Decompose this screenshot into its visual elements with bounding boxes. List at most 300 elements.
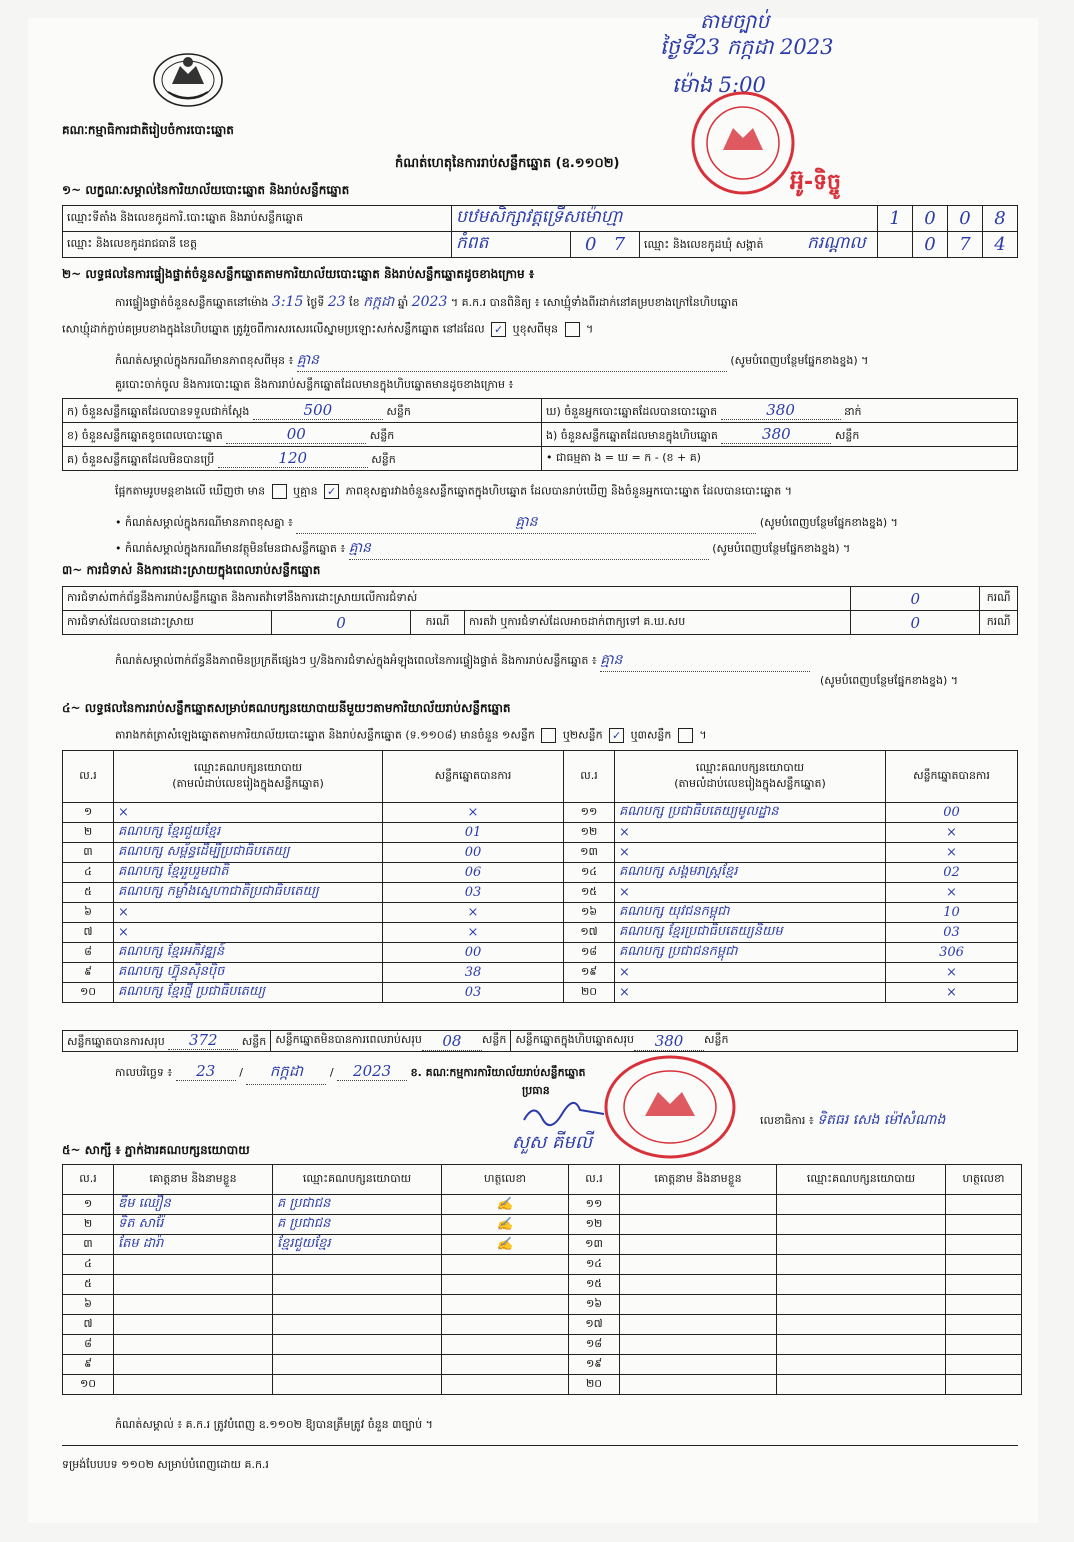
s5-left-sign: [442, 1255, 569, 1275]
s5-footnote: កំណត់សម្គាល់ ៖ គ.ក.រ ត្រូវបំពេញ ឧ.១១០២ ឱ្យបានត្រឹមត្រូវ ចំនួន ៣ច្បាប់ ។: [115, 1418, 433, 1431]
s5-left-no: ១: [63, 1195, 114, 1215]
s5-right-name: [620, 1295, 777, 1315]
s5-right-party: [777, 1295, 946, 1315]
s1-code-4: 8: [983, 206, 1018, 232]
table-row: [63, 923, 1018, 943]
s4-sum-box-label: សន្លឹកឆ្នោតក្នុងហិបឆ្នោតសរុប: [515, 1033, 635, 1046]
table-row: [63, 1215, 1022, 1235]
table-row: [63, 823, 1018, 843]
s3-row2-unit: ករណី: [411, 611, 465, 635]
s4-left-no: ៧: [63, 923, 114, 943]
s4-col-party-right-text: ឈ្មោះគណបក្សនយោបាយ: [695, 760, 805, 774]
s5-left-name: [114, 1315, 273, 1335]
s5-witness-table: [62, 1164, 1022, 1395]
s5-left-no: ១០: [63, 1375, 114, 1395]
s4-sum-invalid-value: 08: [422, 1032, 482, 1051]
s2-line1-a: ការផ្ទៀងផ្ទាត់ចំនួនសន្លឹកឆ្នោតនៅម៉ោង: [115, 296, 269, 309]
s4-sum-box-value: 380: [634, 1032, 704, 1051]
s3-note-label: កំណត់សម្គាល់ពាក់ព័ន្ធនឹងភាពមិនប្រក្រតីផ្សេងៗ ឬ/និងការជំទាស់ក្នុងអំឡុងពេលនៃការផ្ទៀងផ្ទាត់ និងការរាប់សន្លឹកឆ្នោត ៖: [115, 654, 597, 667]
s4-sum-invalid: [270, 1031, 510, 1051]
org-name: គណៈកម្មាធិការជាតិរៀបចំការបោះឆ្នោត: [62, 123, 234, 137]
s3-row2-label2: ការតវ៉ា ឬការជំទាស់ដែលអាចដាក់ពាក្យទៅ គ.ឃ.សប: [465, 611, 851, 635]
s5-right-no: ១២: [569, 1215, 620, 1235]
s5-left-sign: [442, 1335, 569, 1355]
s5-left-sign: [442, 1355, 569, 1375]
s2-compare-a: ផ្អែកតាមរូបមន្តខាងលើ ឃើញថា មាន: [115, 484, 266, 498]
s4-right-no: ១៦: [564, 903, 615, 923]
s4-col-party-left: [114, 751, 383, 803]
s2-obj-label: • កំណត់សម្គាល់ក្នុងករណីមានវត្ថុមិនមែនជាសន្លឹកឆ្នោត ៖: [115, 542, 346, 555]
s5-col-party-left: ឈ្មោះគណបក្សនយោបាយ: [273, 1165, 442, 1195]
s4-left-no: ៤: [63, 863, 114, 883]
s4-summary: [62, 1030, 1018, 1052]
s4-right-votes: 02: [886, 863, 1018, 883]
s2-row-a-label: ក) ចំនួនសន្លឹកឆ្នោតដែលបានទទួលជាក់ស្ដែង: [67, 404, 250, 418]
s4-sum-valid-label: សន្លឹកឆ្នោតបានការសរុប: [67, 1035, 165, 1048]
s2-row-d-label: ឃ) ចំនួនអ្នកបោះឆ្នោតដែលបានបោះឆ្នោត: [546, 404, 718, 418]
s5-right-party: [777, 1255, 946, 1275]
s4-left-votes: ×: [383, 923, 564, 943]
s5-left-party: [273, 1255, 442, 1275]
table-row: [63, 1355, 1022, 1375]
s5-left-party: ខ្មែរជួយខ្មែរ: [273, 1235, 442, 1255]
s4-left-party: គណបក្ស ខ្មែរអភិវឌ្ឍន៍: [114, 943, 383, 963]
s2-row-d-unit: នាក់: [844, 404, 862, 418]
s2-line1-d: ឆ្នាំ: [397, 296, 409, 309]
s4-left-no: ៣: [63, 843, 114, 863]
sheet1-checkbox[interactable]: [541, 728, 556, 743]
secretary-name: ទិតធរ សេង ម៉ៅសំណាង: [817, 1112, 946, 1128]
s4-left-party: គណបក្ស ខ្មែររួបរួមជាតិ: [114, 863, 383, 883]
s2-diff-value: គ្មាន: [296, 512, 756, 534]
s5-right-party: [777, 1335, 946, 1355]
s2-note: [115, 350, 868, 372]
s4-sum-valid: [63, 1031, 270, 1051]
s2-compare-c: ភាពខុសគ្នារវាងចំនួនសន្លឹកឆ្នោតក្នុងហិបឆ្នោត ដែលបានរាប់ឃើញ និងចំនួនអ្នកបោះឆ្នោត ដែលបានបោះឆ្នោត ។: [345, 484, 792, 498]
s5-right-no: ១៤: [569, 1255, 620, 1275]
s2-note-hint: (សូមបំពេញបន្ថែមផ្នែកខាងខ្នង) ។: [730, 354, 869, 367]
s5-left-no: ៨: [63, 1335, 114, 1355]
s5-left-name: ទិត សារ៉ែ: [114, 1215, 273, 1235]
s1-row2-code: [571, 232, 640, 258]
s5-right-no: ១៨: [569, 1335, 620, 1355]
s5-right-no: ១៩: [569, 1355, 620, 1375]
s4-left-no: ៨: [63, 943, 114, 963]
s4-or3: ឬ៣សន្លឹក: [630, 728, 672, 742]
s4-left-votes: 00: [383, 843, 564, 863]
s2-line2-text: សោឃ្មុំដាក់ភ្ជាប់គម្របខាងក្នុងនៃហិបឆ្នោត ត្រូវរួចពីការសរសេរលើស្នាមប្រឡោះសក់សន្លឹកឆ្នោត នៅដដែល: [62, 322, 485, 336]
s4-left-votes: 06: [383, 863, 564, 883]
s4-right-no: ១៤: [564, 863, 615, 883]
table-row: [63, 1375, 1022, 1395]
stamp-name: អ៊ូ-ទិច្ចូ: [790, 170, 842, 195]
s2-compare: [115, 484, 792, 501]
official-stamp: [688, 88, 798, 202]
changed-checkbox[interactable]: [565, 322, 580, 337]
s4-right-no: ១៣: [564, 843, 615, 863]
s5-left-no: ៦: [63, 1295, 114, 1315]
s5-right-sign: [946, 1195, 1022, 1215]
s4-date: កាលបរិច្ឆេទ ៖ 23 / កក្កដា / 2023 ខ. គណៈកម្មការការិយាល័យរាប់សន្លឹកឆ្នោត: [115, 1062, 586, 1085]
s5-left-sign: [442, 1275, 569, 1295]
s5-right-name: [620, 1375, 777, 1395]
s4-right-party: គណបក្ស ខ្មែរប្រជាធិបតេយ្យនិយម: [615, 923, 886, 943]
s2-row-c-value: 120: [218, 449, 368, 468]
s5-right-name: [620, 1315, 777, 1335]
s4-col-no-left: ល.រ: [63, 751, 114, 803]
s1-row2-code-1: 0: [584, 234, 597, 255]
s5-left-no: ៩: [63, 1355, 114, 1375]
s4-date-month: កក្កដា: [246, 1062, 326, 1085]
s4-left-votes: 03: [383, 983, 564, 1003]
s4-right-votes: ×: [886, 823, 1018, 843]
s2-row-a-unit: សន្លឹក: [386, 404, 411, 418]
s5-col-name-right: គោត្តនាម និងនាមខ្លួន: [620, 1165, 777, 1195]
s4-col-party-right: [615, 751, 886, 803]
same-checkbox[interactable]: ✓: [491, 322, 506, 337]
s5-right-no: ១៥: [569, 1275, 620, 1295]
s4-right-votes: 10: [886, 903, 1018, 923]
s2-row-b: [63, 423, 542, 447]
table-row: [63, 1195, 1022, 1215]
s5-right-name: [620, 1335, 777, 1355]
s5-right-party: [777, 1355, 946, 1375]
s4-right-no: ១៧: [564, 923, 615, 943]
section1-heading: ១~ លក្ខណៈសម្គាល់នៃការិយាល័យបោះឆ្នោត និងរាប់សន្លឹកឆ្នោត: [62, 183, 350, 197]
s2-row-c-label: គ) ចំនួនសន្លឹកឆ្នោតដែលមិនបានប្រើ: [67, 452, 215, 466]
s2-diff: [115, 512, 898, 534]
s2-row-b-unit: សន្លឹក: [369, 428, 395, 442]
s5-right-party: [777, 1275, 946, 1295]
s2-line2-or: ឬខុសពីមុន: [512, 322, 558, 336]
s2-line1-e: ។ គ.ក.រ បានពិនិត្យ ៖ សោឃ្មុំទាំងពីរដាក់នៅគម្របខាងក្រៅនៃហិបឆ្នោត: [450, 296, 739, 309]
s4-left-party: គណបក្ស ខ្មែរថ្មី ប្រជាធិបតេយ្យ: [114, 983, 383, 1003]
s5-left-sign: [442, 1295, 569, 1315]
s5-right-name: [620, 1255, 777, 1275]
s1-row2-code2-2: 7: [948, 232, 983, 258]
s5-left-party: គ ប្រជាជន: [273, 1215, 442, 1235]
s4-left-votes: 00: [383, 943, 564, 963]
s4-right-no: ១២: [564, 823, 615, 843]
s1-row1-label: ឈ្មោះទីតាំង និងលេខកូដការិ.បោះឆ្នោត និងរាប់សន្លឹកឆ្នោត: [63, 206, 452, 232]
sheet2-checkbox[interactable]: ✓: [609, 728, 624, 743]
s5-right-sign: [946, 1355, 1022, 1375]
table-row: [63, 1275, 1022, 1295]
s3-row1-label: ការជំទាស់ពាក់ព័ន្ធនឹងការរាប់សន្លឹកឆ្នោត និងការតវ៉ាទៅនឹងការដោះស្រាយលើការជំទាស់: [63, 587, 851, 611]
s4-col-party-left-sub: (តាមលំដាប់លេខរៀងក្នុងសន្លឹកឆ្នោត): [172, 776, 324, 790]
hand-note-top: តាមច្បាប់: [700, 9, 770, 33]
s4-right-votes: ×: [886, 983, 1018, 1003]
s5-left-no: ៥: [63, 1275, 114, 1295]
s5-left-party: គ ប្រជាជន: [273, 1195, 442, 1215]
s5-left-party: [273, 1375, 442, 1395]
s4-sum-invalid-unit: សន្លឹក: [481, 1033, 507, 1046]
s4-sum-box-unit: សន្លឹក: [704, 1033, 729, 1046]
s2-month: កក្កដា: [363, 294, 395, 310]
s5-left-party: [273, 1315, 442, 1335]
s3-hint: (សូមបំពេញបន្ថែមផ្នែកខាងខ្នង) ។: [820, 674, 959, 687]
s5-right-name: [620, 1195, 777, 1215]
has-diff-checkbox[interactable]: [272, 484, 287, 499]
s4-col-votes-left: សន្លឹកឆ្នោតបានការ: [383, 751, 564, 803]
committee-stamp: [600, 1052, 740, 1166]
s2-row-c-unit: សន្លឹក: [371, 452, 396, 466]
s1-row2-label: ឈ្មោះ និងលេខកូដរាជធានី ខេត្ត: [63, 232, 452, 258]
section3-heading: ៣~ ការជំទាស់ និងការដោះស្រាយក្នុងពេលរាប់សន្លឹកឆ្នោត: [62, 563, 321, 577]
s4-left-votes: 38: [383, 963, 564, 983]
s2-count-table: [62, 398, 1018, 471]
s4-right-votes: ×: [886, 843, 1018, 863]
section2-heading: ២~ លទ្ធផលនៃការផ្ទៀងផ្ទាត់ចំនួនសន្លឹកឆ្នោតតាមការិយាល័យបោះឆ្នោត និងរាប់សន្លឹកឆ្នោតដូចខាងក្រោម ៖: [62, 267, 535, 281]
s5-right-sign: [946, 1315, 1022, 1335]
s4-right-no: ១៨: [564, 943, 615, 963]
s4-date-day: 23: [176, 1062, 236, 1081]
s4-right-votes: 00: [886, 803, 1018, 823]
s5-col-sign-left: ហត្ថលេខា: [442, 1165, 569, 1195]
s1-row2-blank: [878, 232, 913, 258]
s4-right-votes: 306: [886, 943, 1018, 963]
s5-right-party: [777, 1215, 946, 1235]
secretary: [760, 1110, 945, 1131]
s5-col-name-left: គោត្តនាម និងនាមខ្លួន: [114, 1165, 273, 1195]
s4-right-party: គណបក្ស ប្រជាជនកម្ពុជា: [615, 943, 886, 963]
s5-col-sign-right: ហត្ថលេខា: [946, 1165, 1022, 1195]
chair-name: សួស គីមលី: [512, 1132, 592, 1153]
s2-row-b-value: 00: [226, 425, 366, 444]
s4-left-party: ×: [114, 803, 383, 823]
s5-left-no: ២: [63, 1215, 114, 1235]
table-row: [63, 943, 1018, 963]
table-row: [63, 803, 1018, 823]
section5-heading: ៥~ សាក្សី ៖ ភ្នាក់ងារគណបក្សនយោបាយ: [62, 1143, 250, 1157]
s5-right-party: [777, 1195, 946, 1215]
s5-left-party: [273, 1275, 442, 1295]
table-row: [63, 963, 1018, 983]
s1-row2-value2: ករណ្តាល: [807, 233, 866, 253]
table-row: [63, 983, 1018, 1003]
s5-left-name: [114, 1295, 273, 1315]
chair-label: ប្រធាន: [522, 1084, 550, 1097]
s3-row2-value: 0: [272, 611, 411, 635]
s4-col-no-right: ល.រ: [564, 751, 615, 803]
s4-left-votes: ×: [383, 803, 564, 823]
s2-time: 3:15: [271, 294, 304, 310]
doc-title: កំណត់ហេតុនៃការរាប់សន្លឹកឆ្នោត (ឧ.១១០២): [395, 156, 620, 171]
s5-left-sign: [442, 1315, 569, 1335]
s2-year: 2023: [411, 294, 448, 310]
s2-note-value: គ្មាន: [297, 350, 727, 372]
s5-right-sign: [946, 1335, 1022, 1355]
table-row: [63, 1255, 1022, 1275]
s5-left-no: ៤: [63, 1255, 114, 1275]
s4-right-party: ×: [615, 823, 886, 843]
s2-row-e: [542, 423, 1018, 447]
s5-left-sign: ✍: [442, 1235, 569, 1255]
s3-note: [115, 650, 810, 672]
no-diff-checkbox[interactable]: ✓: [324, 484, 339, 499]
sheet3-checkbox[interactable]: [678, 728, 693, 743]
s4-left-no: ៥: [63, 883, 114, 903]
s1-row2-code2-1: 0: [913, 232, 948, 258]
s4-date-year: 2023: [337, 1062, 407, 1081]
s2-obj: [115, 538, 850, 560]
s2-line3: គួរបោះចាក់ចូល និងការបោះឆ្នោត និងការរាប់សន្លឹកឆ្នោតដែលមានក្នុងហិបឆ្នោតមានដូចខាងក្រោម ៖: [115, 378, 514, 391]
s5-left-sign: ✍: [442, 1215, 569, 1235]
s1-row1-value: បឋមសិក្សាវត្តទ្រើសម៉ោហ្មា: [452, 206, 878, 232]
s5-left-name: តែម ដារ៉ា: [114, 1235, 273, 1255]
s5-left-party: [273, 1355, 442, 1375]
s5-right-no: ១៣: [569, 1235, 620, 1255]
s4-left-party: គណបក្ស សម្ព័ន្ធដើម្បីប្រជាធិបតេយ្យ: [114, 843, 383, 863]
s5-right-no: ១៦: [569, 1295, 620, 1315]
table-row: [63, 903, 1018, 923]
hand-note-date: ថ្ងៃទី23 កក្កដា 2023: [660, 35, 834, 59]
s4-left-party: ×: [114, 903, 383, 923]
s4-right-no: ១១: [564, 803, 615, 823]
s1-row2-code-2: 7: [613, 234, 626, 255]
s4-right-party: ×: [615, 843, 886, 863]
s4-intro-text: តារាងកត់ត្រាសំឡេងឆ្នោតតាមការិយាល័យបោះឆ្នោត និងរាប់សន្លឹកឆ្នោត (ទ.១១០៨) មានចំនួន ១សន្លឹក: [115, 728, 535, 742]
s5-right-name: [620, 1215, 777, 1235]
s4-left-party: ×: [114, 923, 383, 943]
s4-right-party: គណបក្ស យុវជនកម្ពុជា: [615, 903, 886, 923]
s5-right-sign: [946, 1295, 1022, 1315]
table-row: [63, 1335, 1022, 1355]
s5-left-name: [114, 1335, 273, 1355]
s4-intro: តារាងកត់ត្រាសំឡេងឆ្នោតតាមការិយាល័យបោះឆ្នោត និងរាប់សន្លឹកឆ្នោត (ទ.១១០៨) មានចំនួន ១សន្លឹក ឬ២សន្លឹក ✓ ឬ៣សន្លឹក ។: [115, 728, 707, 742]
s2-row-d-value: 380: [721, 401, 841, 420]
s1-row2-label2-text: ឈ្មោះ និងលេខកូដឃុំ សង្កាត់: [644, 238, 764, 251]
s5-right-party: [777, 1375, 946, 1395]
hand-note-time: ម៉ោង 5:00: [672, 73, 766, 97]
section4-heading: ៤~ លទ្ធផលនៃការរាប់សន្លឹកឆ្នោតសម្រាប់គណបក្សនយោបាយនីមួយៗតាមការិយាល័យរាប់សន្លឹកឆ្នោត: [62, 701, 511, 715]
s5-right-sign: [946, 1275, 1022, 1295]
s4-right-party: ×: [615, 883, 886, 903]
s1-code-3: 0: [948, 206, 983, 232]
s4-right-votes: 03: [886, 923, 1018, 943]
s2-row-b-label: ខ) ចំនួនសន្លឹកឆ្នោតខូចពេលបោះឆ្នោត: [67, 428, 223, 442]
s2-compare-b: ឬគ្មាន: [293, 484, 318, 498]
s5-right-sign: [946, 1215, 1022, 1235]
s3-row2-label: ការជំទាស់ដែលបានដោះស្រាយ: [63, 611, 272, 635]
s4-left-party: គណបក្ស កម្លាំងស្នេហាជាតិប្រជាធិបតេយ្យ: [114, 883, 383, 903]
s4-left-votes: ×: [383, 903, 564, 923]
s4-left-no: ៦: [63, 903, 114, 923]
table-row: [63, 843, 1018, 863]
s2-obj-value: គ្មាន: [349, 538, 709, 560]
s4-left-no: ២: [63, 823, 114, 843]
s4-left-votes: 03: [383, 883, 564, 903]
s5-right-sign: [946, 1255, 1022, 1275]
s5-col-no-right: ល.រ: [569, 1165, 620, 1195]
s4-left-votes: 01: [383, 823, 564, 843]
table-row: [63, 1315, 1022, 1335]
s4-sum-valid-value: 372: [168, 1031, 238, 1050]
s5-right-no: ២០: [569, 1375, 620, 1395]
s4-right-votes: ×: [886, 963, 1018, 983]
s3-note-value: គ្មាន: [600, 650, 810, 672]
s3-row2-value2: 0: [851, 611, 980, 635]
s1-row2-value: កំពត: [452, 232, 571, 258]
s4-committee: ខ. គណៈកម្មការការិយាល័យរាប់សន្លឹកឆ្នោត: [410, 1066, 586, 1079]
s4-left-no: ១: [63, 803, 114, 823]
s4-or2: ឬ២សន្លឹក: [562, 728, 603, 742]
s5-right-sign: [946, 1235, 1022, 1255]
s5-left-name: [114, 1375, 273, 1395]
s2-line1-b: ថ្ងៃទី: [306, 296, 325, 309]
s2-diff-label: • កំណត់សម្គាល់ក្នុងករណីមានភាពខុសគ្នា ៖: [115, 516, 293, 529]
s4-sum-box: [510, 1031, 732, 1051]
s4-date-label: កាលបរិច្ឆេទ ៖: [115, 1066, 173, 1079]
s5-col-party-right: ឈ្មោះគណបក្សនយោបាយ: [777, 1165, 946, 1195]
s4-sum-invalid-label: សន្លឹកឆ្នោតមិនបានការពេលរាប់សរុប: [275, 1033, 422, 1046]
s4-right-party: គណបក្ស ប្រជាធិបតេយ្យមូលដ្ឋាន: [615, 803, 886, 823]
s5-left-party: [273, 1295, 442, 1315]
s4-col-party-left-text: ឈ្មោះគណបក្សនយោបាយ: [193, 760, 303, 774]
s5-left-name: [114, 1355, 273, 1375]
s5-right-sign: [946, 1375, 1022, 1395]
s5-right-party: [777, 1235, 946, 1255]
s5-left-name: [114, 1255, 273, 1275]
table-row: [63, 883, 1018, 903]
s3-row1-value: 0: [851, 587, 980, 611]
s2-line2: សោឃ្មុំដាក់ភ្ជាប់គម្របខាងក្នុងនៃហិបឆ្នោត ត្រូវរួចពីការសរសេរលើស្នាមប្រឡោះសក់សន្លឹកឆ្នោត នៅដដែល ✓ ឬខុសពីមុន ។: [62, 322, 594, 336]
s5-right-name: [620, 1235, 777, 1255]
s2-row-d: [542, 399, 1018, 423]
s5-left-name: ឌឹម ឈឿន: [114, 1195, 273, 1215]
s2-row-c: [63, 447, 542, 471]
footer-text: ទម្រង់បែបបទ ១១០២ សម្រាប់បំពេញដោយ គ.ក.រ: [62, 1458, 269, 1471]
s5-right-no: ១១: [569, 1195, 620, 1215]
emblem-icon: [150, 44, 226, 114]
s2-row-a: [63, 399, 542, 423]
s5-col-no-left: ល.រ: [63, 1165, 114, 1195]
table-row: [63, 863, 1018, 883]
s1-row2-label2: [640, 232, 878, 258]
s2-row-e-value: 380: [721, 425, 831, 444]
s2-formula: • ជាធម្មតា ង = ឃ = ក - (ខ + គ): [542, 447, 1018, 471]
s3-row2-unit2: ករណី: [980, 611, 1018, 635]
s2-line1-c: ខែ: [349, 296, 360, 309]
s2-line1: [115, 292, 738, 313]
s2-diff-hint: (សូមបំពេញបន្ថែមផ្នែកខាងខ្នង) ។: [759, 516, 898, 529]
s3-row1-unit: ករណី: [980, 587, 1018, 611]
s4-results-table: [62, 750, 1018, 1003]
chair-signature: [520, 1100, 610, 1132]
s1-code-2: 0: [913, 206, 948, 232]
s4-right-party: ×: [615, 963, 886, 983]
s5-right-no: ១៧: [569, 1315, 620, 1335]
s4-left-no: ៩: [63, 963, 114, 983]
s4-col-party-right-sub: (តាមលំដាប់លេខរៀងក្នុងសន្លឹកឆ្នោត): [674, 776, 826, 790]
s2-row-e-label: ង) ចំនួនសន្លឹកឆ្នោតដែលមានក្នុងហិបឆ្នោត: [546, 428, 718, 442]
s5-left-name: [114, 1275, 273, 1295]
s5-right-party: [777, 1315, 946, 1335]
s4-right-no: ១៥: [564, 883, 615, 903]
s4-left-party: គណបក្ស ហ៊្វុនស៊ិនប៉ិច: [114, 963, 383, 983]
table-row: [63, 1295, 1022, 1315]
s4-sum-valid-unit: សន្លឹក: [241, 1035, 267, 1048]
s1-row2-code2-3: 4: [983, 232, 1018, 258]
s5-right-name: [620, 1355, 777, 1375]
s5-left-sign: ✍: [442, 1195, 569, 1215]
s4-right-votes: ×: [886, 883, 1018, 903]
s3-table: [62, 586, 1018, 635]
s1-code-1: 1: [878, 206, 913, 232]
s2-day: 23: [327, 294, 346, 310]
secretary-label: លេខាធិការ ៖: [760, 1114, 814, 1127]
s2-obj-hint: (សូមបំពេញបន្ថែមផ្នែកខាងខ្នង) ។: [712, 542, 851, 555]
